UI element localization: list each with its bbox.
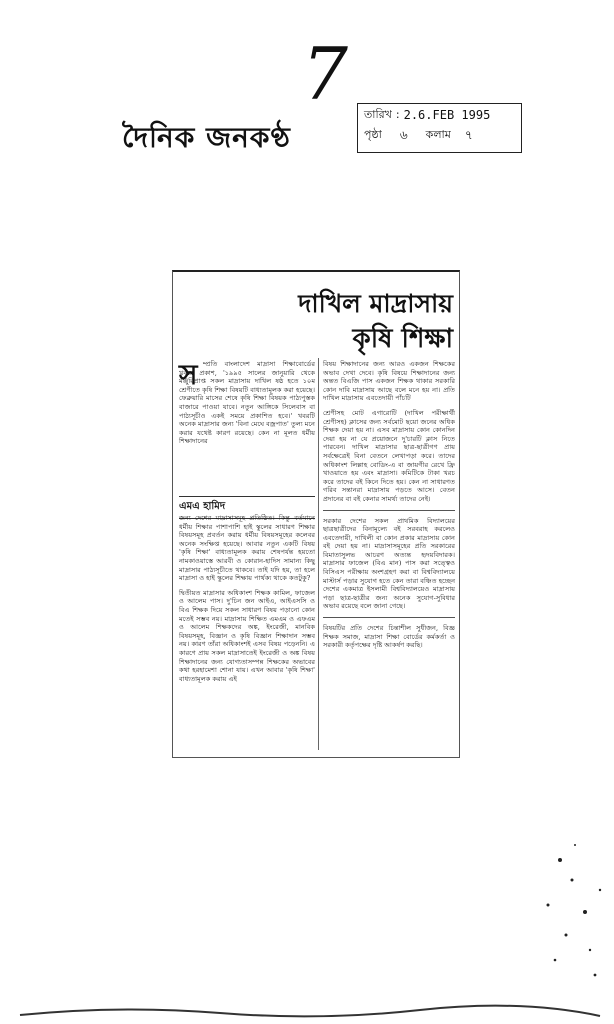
column-divider [318,358,319,750]
stamp-date-label: তারিখ [364,108,392,121]
section-rule [323,617,455,618]
newspaper-clipping [172,270,460,758]
drop-cap: স [179,358,198,391]
headline-line-2: কৃষি শিক্ষা [352,324,453,354]
stamp-column-label: কলাম [425,128,451,141]
article-paragraph: দ্বিতীয়ত মাদ্রাসার অধিকাংশ শিক্ষক কামিল, ফাজেল ও আলেম পাস। দু'চিন জন আইএ, আইএসসি ও বিএ শিক্ষক দিয়ে সকল সাধারণ বিষয় পড়ানো কোন মতেই সম্ভব নয়। মাদ্রাসায় শিক্ষিত এমএম ও এফএম ও আলেম শিক্ষকদের অঙ্ক, ইংরেজী, মানবিক বিষয়সমূহ, বিজ্ঞান ও কৃষি বিজ্ঞান শিক্ষাদান সম্ভব নয়। কারণ তাঁরা অধিকাংশই এসব বিষয় পড়েননি। এ কারণে প্রায় সকল মাদ্রাসাতেই ইংরেজী ও অঙ্ক বিষয় শিক্ষাদানের জন্য যোগ্যতাসম্পন্ন শিক্ষকের অভাবের কথা হরহামেশা শোনা যায়। এখন আবার 'কৃষি শিক্ষা' বাধ্যতামূলক করায় এই [179,588,315,683]
article-paragraph: ম্প্রতি বাংলাদেশ মাদ্রাসা শিক্ষাবোর্ডের খবরে প্রকাশ, '১৯৯৫ সালের জানুয়ারি থেকে মঞ্জুরিপ্রাপ্ত সকল মাদ্রাসায় দাখিল ষষ্ঠ হতে ১০ম শ্রেণীতে কৃষি শিক্ষা বিষয়টি বাধ্যতামূলক করা হয়েছে। ফেব্রুয়ারি মাসের শেষে কৃষি শিক্ষা বিষয়ক পাঠ্যপুস্তক বাজারে পাওয়া যাবে। নতুন আঙ্গিকে সিলেবাস বা পাঠ্যসূচীও একই সময়ে প্রকাশিত হবে।' খবরটি অনেক মাদ্রাসার জন্য 'বিনা মেঘে বজ্রপাত' তুল্য মনে করার যথেষ্ট কারণ রয়েছে। কেন না মূলত ধর্মীয় শিক্ষাদানের [179,360,315,446]
stamp-page-row [364,128,515,142]
article-paragraph: শ্রেণীসহ মোট এগারোটি (দাখিল পরীক্ষার্থী শ্রেণীসহ) ক্লাসের জন্য সর্বমোট ছয়ো জনের অধিক শিক্ষক দেয়া হয় না। এসব মাদ্রাসায় কোন কোনদিন দেয়া হয় না যে প্রয়োজনে দু'চারটি ক্লাস নিতে পারবেন। দাখিল মাদ্রাসার ছাত্র-ছাত্রীগণ প্রায় সর্বক্ষেত্রেই বিনা বেতনে লেখাপড়া করে। তাদের অধিকাংশ লিল্লাহ বোডিং-এ বা জায়গীর রেখে ফ্রি খাওয়াতে হয় এবং মাদ্রাসা। কমিটিকে টাকা খরচ করে তাদের বই কিনে দিতে হয়। কেন না সাধারণত গরিব সন্তানরা মাদ্রাসায় পড়তে আসে। বেতন প্রদানের বা বই কেনার সামর্থ্য তাদের নেই। [323,408,455,503]
article-column-left-top [179,360,315,452]
newspaper-masthead: দৈনিক জনকণ্ঠ [122,121,291,154]
stamp-page-label: পৃষ্ঠা [364,128,382,141]
article-paragraph: সরকার দেশের সকল প্রাথমিক বিদ্যালয়ের ছাত্রছাত্রীদের বিনামূল্যে বই সরবরাহ করলেও এবতেদায়ী, দাখিলী বা কোন প্রকার মাদ্রাসায় কোন বই দেয়া হয় না। মাদ্রাসাসমূহের প্রতি সরকারের বিমাতাসুলভ আচরণ অত্যন্ত হৃদয়বিদারক। মাদ্রাসার ফাজেল (বিএ মান) পাস করা সত্ত্বেও বিসিএস পরীক্ষায় অংশগ্রহণ করা বা বিশ্ববিদ্যালয়ে মাস্টার্স পড়ার সুযোগ হতে কেন তারা বঞ্চিত হচ্ছেন দেশের একমাত্র ইসলামী বিশ্ববিদ্যালয়েও মাদ্রাসায় পড়া ছাত্র-ছাত্রীর জন্য অনেক সুযোগ-সুবিধার অভাব রয়েছে বলে জানা গেছে। [323,516,455,611]
stamp-date-row: তারিখ : 2.6.FEB 1995 [364,108,491,122]
stamp-page-value: ৬ [399,128,408,142]
stamp-date-value: 2.6.FEB 1995 [403,108,491,122]
archive-stamp [357,103,522,153]
page-number: 7 [302,32,348,116]
article-paragraph: বিষয় শিক্ষাদানের জন্য আরও একজন শিক্ষকের অভাব দেখা দেবে। কৃষি বিষয়ে শিক্ষাদানের জন্য অন্তত বিএজি পাস একজন শিক্ষক থাকার সরকারি কোন দাবি মাদ্রাসায় আছে বলে মনে হয় না। প্রতি দাখিল মাদ্রাসায় এবতেদায়ী পাঁচটি [323,360,455,403]
author-byline: এমএ হামিদ [179,496,315,519]
article-paragraph: জন্য দেশের মাদ্রাসাসমূহ প্রতিষ্ঠিত। কিন্তু বর্তমানে ধর্মীয় শিক্ষার পাশাপাশি হাই স্কুলের সাধারণ শিক্ষার বিষয়সমূহ প্রবর্তন করায় ধর্মীয় বিষয়সমূহের কলেবর অনেক সংক্ষিপ্ত হয়েছে। আবার নতুন একটি বিষয় 'কৃষি শিক্ষা' বাধ্যতামূলক করায় শেষপর্যন্ত হয়তো নামকাওয়াস্তে আরবী ও কোরান-হাদিস সামান্য কিছু মাদ্রাসার পাঠ্যসূচীতে থাকবে। তাই যদি হয়, তা হলে মাদ্রাসা ও হাই স্কুলের শিক্ষায় পার্থক্য থাকে কতটুকু? [179,514,315,583]
headline-line-1: দাখিল মাদ্রাসায় [298,289,453,318]
article-column-right [323,360,455,656]
stamp-column-value: ৭ [464,128,473,142]
article-column-left-bottom [179,514,315,689]
article-paragraph: বিষয়টির প্রতি দেশের চিন্তাশীল সুধীজন, বিজ্ঞ শিক্ষক সমাজ, মাদ্রাসা শিক্ষা বোর্ডের কর্মকর্তা ও সরকারী কর্তৃপক্ষের দৃষ্টি আকর্ষণ করছি। [323,624,455,650]
section-rule [323,510,455,511]
